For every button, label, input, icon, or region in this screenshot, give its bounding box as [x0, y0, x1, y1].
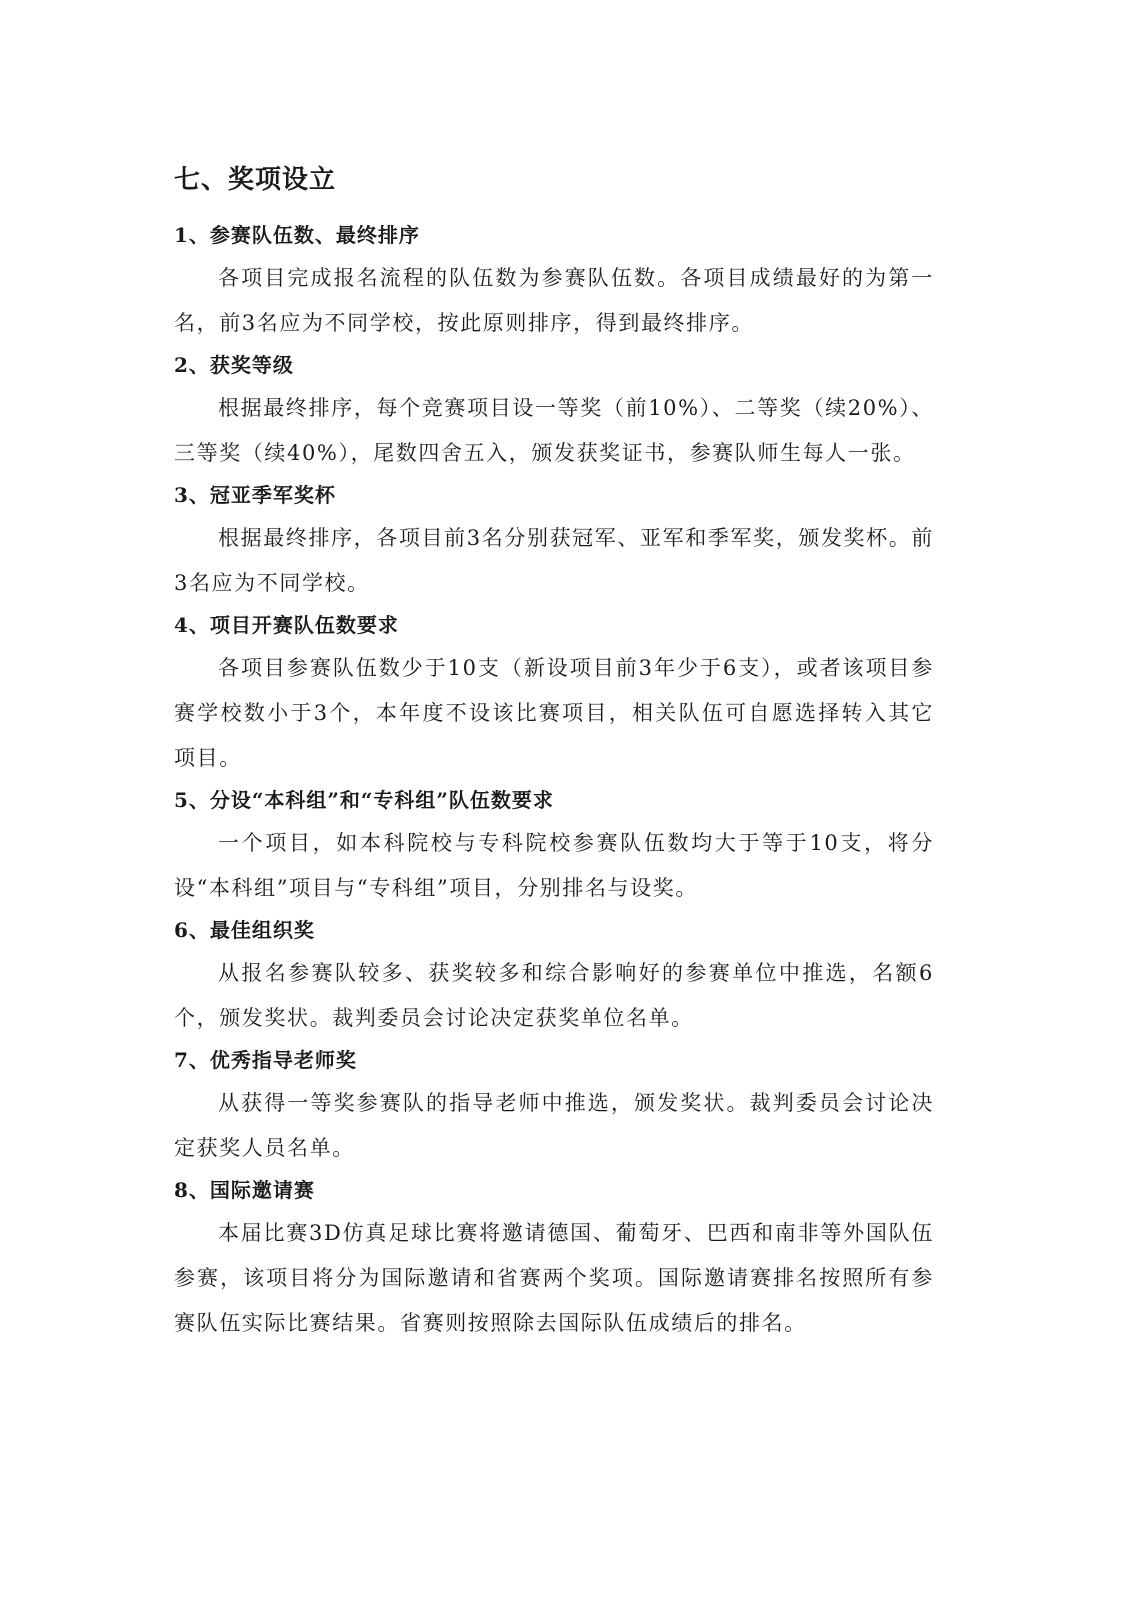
- award-item-2: [174, 350, 934, 476]
- section-title: 七、奖项设立: [174, 165, 337, 195]
- item-paragraph: 各项目参赛队伍数少于10支（新设项目前3年少于6支），或者该项目参赛学校数小于3个，本年度不设该比赛项目，相关队伍可自愿选择转入其它项目。: [174, 656, 934, 770]
- item-paragraph: 根据最终排序，每个竞赛项目设一等奖（前10%）、二等奖（续20%）、三等奖（续40%），尾数四舍五入，颁发获奖证书，参赛队师生每人一张。: [174, 396, 934, 465]
- item-paragraph: 本届比赛3D仿真足球比赛将邀请德国、葡萄牙、巴西和南非等外国队伍参赛，该项目将分为国际邀请和省赛两个奖项。国际邀请赛排名按照所有参赛队伍实际比赛结果。省赛则按照除去国际队伍成绩后的排名。: [174, 1221, 934, 1335]
- item-heading: 3、冠亚季军奖杯: [174, 483, 336, 507]
- item-heading: 8、国际邀请赛: [174, 1178, 315, 1202]
- award-item-8: [174, 1175, 934, 1346]
- item-heading: 1、参赛队伍数、最终排序: [174, 223, 420, 247]
- item-paragraph: 从获得一等奖参赛队的指导老师中推选，颁发奖状。裁判委员会讨论决定获奖人员名单。: [174, 1091, 934, 1160]
- award-item-6: [174, 915, 934, 1041]
- item-heading: 4、项目开赛队伍数要求: [174, 613, 399, 637]
- item-paragraph: 从报名参赛队较多、获奖较多和综合影响好的参赛单位中推选，名额6个，颁发奖状。裁判委员会讨论决定获奖单位名单。: [174, 961, 934, 1030]
- page-content: [174, 160, 934, 1350]
- award-item-7: [174, 1045, 934, 1171]
- award-item-1: [174, 220, 934, 346]
- item-heading: 7、优秀指导老师奖: [174, 1048, 357, 1072]
- item-heading: 6、最佳组织奖: [174, 918, 315, 942]
- award-item-3: [174, 480, 934, 606]
- item-heading: 5、分设“本科组”和“专科组”队伍数要求: [174, 788, 554, 812]
- item-heading: 2、获奖等级: [174, 353, 294, 377]
- item-paragraph: 根据最终排序，各项目前3名分别获冠军、亚军和季军奖，颁发奖杯。前3名应为不同学校。: [174, 526, 934, 595]
- award-item-4: [174, 610, 934, 781]
- item-paragraph: 一个项目，如本科院校与专科院校参赛队伍数均大于等于10支，将分设“本科组”项目与“专科组”项目，分别排名与设奖。: [174, 831, 934, 900]
- item-paragraph: 各项目完成报名流程的队伍数为参赛队伍数。各项目成绩最好的为第一名，前3名应为不同学校，按此原则排序，得到最终排序。: [174, 266, 934, 335]
- award-item-5: [174, 785, 934, 911]
